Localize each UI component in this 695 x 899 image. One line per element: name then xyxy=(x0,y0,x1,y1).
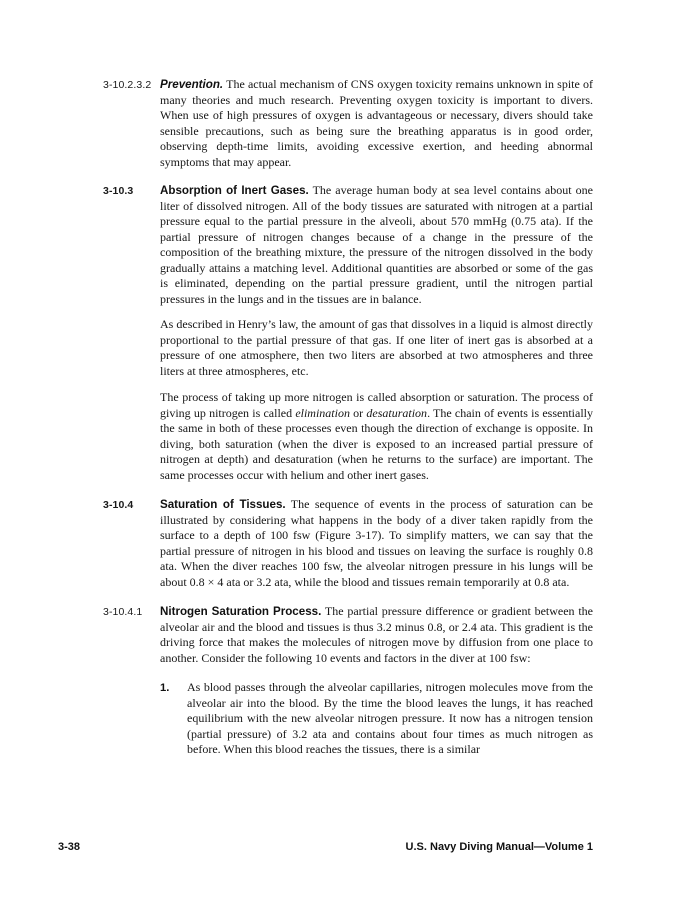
paragraph-number-empty xyxy=(103,390,160,392)
italic-term-desaturation: desaturation xyxy=(366,405,428,420)
list-item-text: As blood passes through the alveolar capillaries, nitrogen molecules move from the alveolar air into the blood. By the time the blood leaves the lungs, it has reached equilibrium with the new alveolar nitrogen pressure. It now has a nitrogen tension (partial pressure) of 3.2 ata and contains about four times as much nitrogen as before. When this blood reaches the tissues, there is a similar xyxy=(187,680,593,756)
paragraph-text: As described in Henry’s law, the amount of gas that dissolves in a liquid is almost directly proportional to the partial pressure of that gas. If one liter of inert gas is absorbed at a pressure of one atmosphere, then two liters are absorbed at two atmospheres and three liters at three atmospheres, etc. xyxy=(160,317,593,378)
paragraph-number: 3-10.4.1 xyxy=(103,606,143,618)
paragraph-body xyxy=(160,497,593,590)
paragraph-body xyxy=(160,317,593,379)
paragraph-saturation-process-terms xyxy=(0,390,695,483)
paragraph-number-empty xyxy=(103,317,160,319)
section-nitrogen-saturation-process xyxy=(0,604,695,666)
paragraph-body xyxy=(160,77,593,170)
paragraph-text: The partial pressure difference or gradient between the alveolar air and the blood and tissues is thus 3.2 minus 0.8, or 2.4 ata. This gradient is the driving force that makes the molecules of nitrogen move by diffusion from one place to another. Consider the following 10 events and factors in the diver at 100 fsw: xyxy=(160,604,593,665)
list-item xyxy=(160,680,593,758)
paragraph-text: . The chain of events is essentially the same in both of these processes even though the direction of exchange is opposite. In diving, both saturation (when the diver is exposed to an increased partial pressure of nitrogen at depth) and desaturation (when he returns to the surface) are important. The same processes occur with helium and other inert gases. xyxy=(160,405,593,482)
paragraph-number: 3-10.4 xyxy=(103,499,134,511)
section-saturation-of-tissues xyxy=(0,497,695,590)
page-content xyxy=(0,77,695,758)
paragraph-henrys-law xyxy=(0,317,695,379)
section-absorption-inert-gases xyxy=(0,183,695,307)
run-in-heading: Prevention. xyxy=(160,78,224,91)
numbered-list xyxy=(0,680,695,758)
paragraph-text: The sequence of events in the process of saturation can be illustrated by considering what happens in the body of a diver taken rapidly from the surface to a depth of 100 fsw (Figure 3-17). To simplify matters, we can say that the partial pressure of nitrogen in his blood and tissues on leaving the surface is roughly 0.8 ata. When the diver reaches 100 fsw, the alveolar nitrogen pressure in his lungs will be about 0.8 × 4 ata or 3.2 ata, while the blood and tissues remain temporarily at 0.8 ata. xyxy=(160,497,593,589)
run-in-heading: Nitrogen Saturation Process. xyxy=(160,605,322,618)
paragraph-text: The process of taking up more nitrogen is called absorption or saturation. The process of giving up nitrogen is called xyxy=(160,390,593,420)
paragraph-text: The actual mechanism of CNS oxygen toxicity remains unknown in spite of many theories and much research. Preventing oxygen toxicity is important to divers. When use of high pressures of oxygen is advantageous or necessary, divers should take sensible precautions, such as being sure the breathing apparatus is in good order, observing depth-time limits, avoiding excessive exertion, and heeding abnormal symptoms that may appear. xyxy=(160,77,593,169)
list-item-number: 1. xyxy=(160,682,170,694)
paragraph-number: 3-10.3 xyxy=(103,185,134,197)
footer-manual-title: U.S. Navy Diving Manual—Volume 1 xyxy=(405,841,593,853)
section-prevention xyxy=(0,77,695,170)
page-footer xyxy=(58,841,593,853)
paragraph-text: The average human body at sea level contains about one liter of dissolved nitrogen. All of the body tissues are saturated with nitrogen at a partial pressure equal to the partial pressure in the alveoli, about 570 mmHg (0.75 ata). If the partial pressure of nitrogen changes because of a change in the pressure of the composition of the breathing mixture, the pressure of the nitrogen dissolved in the body gradually attains a matching level. Additional quantities are absorbed or some of the gas is eliminated, depending on the partial pressure gradient, until the nitrogen partial pressures in the lungs and in the tissues are in balance. xyxy=(160,183,593,306)
run-in-heading: Absorption of Inert Gases. xyxy=(160,184,309,197)
paragraph-body xyxy=(160,390,593,483)
footer-page-number: 3-38 xyxy=(58,841,81,853)
run-in-heading: Saturation of Tissues. xyxy=(160,498,286,511)
paragraph-text: or xyxy=(349,405,367,420)
italic-term-elimination: elimination xyxy=(295,405,350,420)
paragraph-number-empty xyxy=(103,680,160,682)
list-container xyxy=(160,680,593,758)
paragraph-body xyxy=(160,604,593,666)
paragraph-number: 3-10.2.3.2 xyxy=(103,79,152,91)
paragraph-body xyxy=(160,183,593,307)
